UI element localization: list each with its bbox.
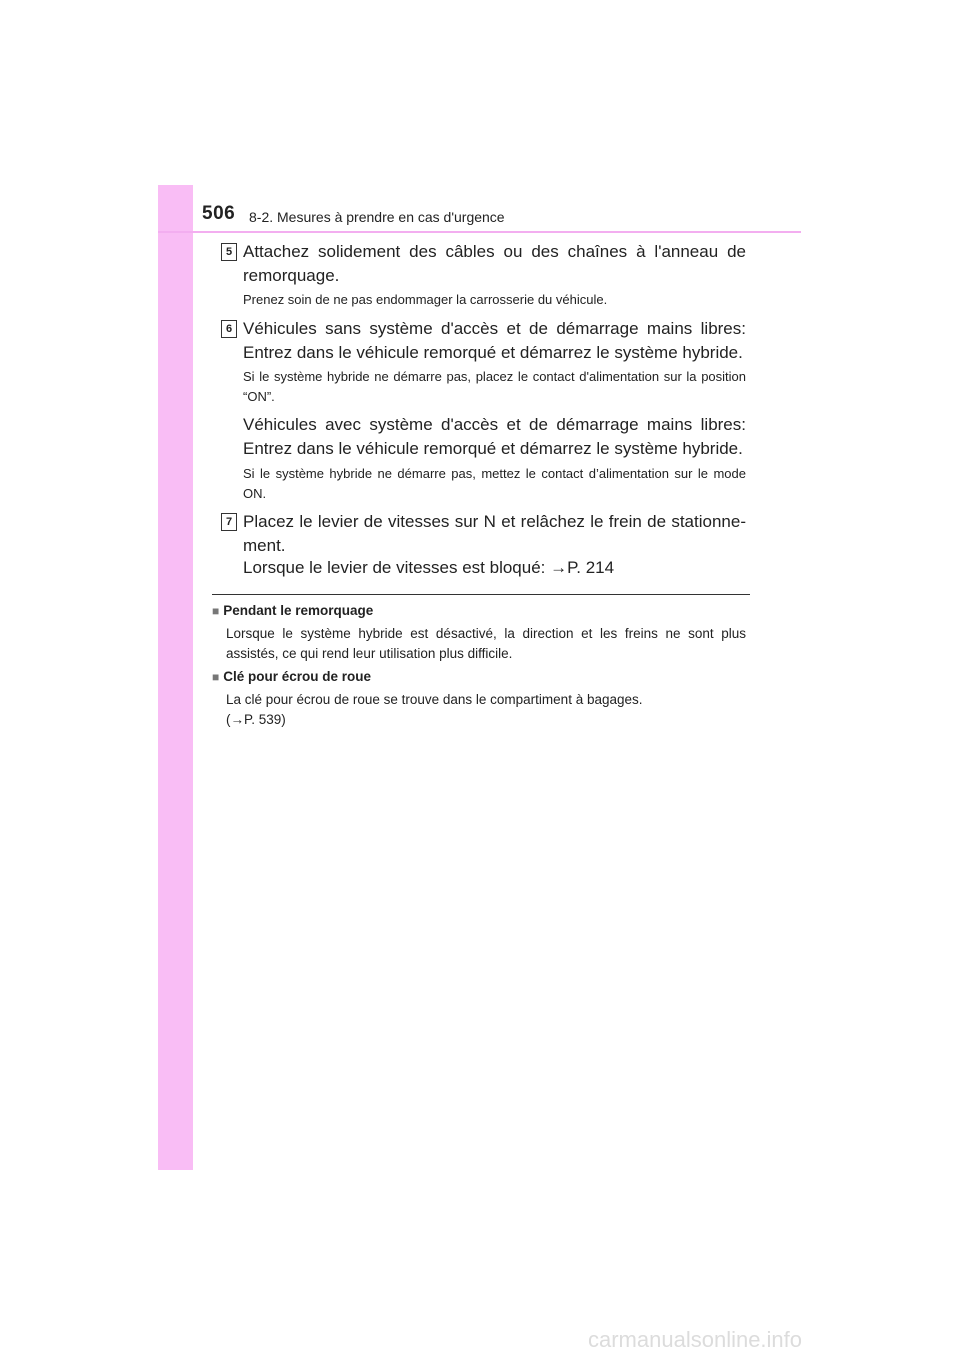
section-title: 8-2. Mesures à prendre en cas d'urgence [249,209,505,225]
step-note: Prenez soin de ne pas endommager la carrosserie du véhicule. [243,292,608,307]
step-text: Véhicules avec système d'accès et de démarrage mains libres: Entrez dans le véhicule remorqué et démarrez le système hybride. [243,415,746,458]
step-badge: 5 [221,243,237,261]
watermark: carmanualsonline.info [588,1327,803,1352]
page-number: 506 [202,203,236,224]
square-bullet-icon: ■ [212,670,220,684]
info-body: Lorsque le système hybride est désactivé, la direction et les freins ne sont plus assistés, ce qui rend leur utilisation plus difficile. [226,626,746,661]
divider [212,594,750,595]
info-body: La clé pour écrou de roue se trouve dans le compartiment à bagages. [226,692,643,707]
info-heading-text: Pendant le remorquage [223,603,374,618]
info-heading [212,603,373,618]
info-heading-text: Clé pour écrou de roue [223,669,372,684]
header-rule [158,231,801,233]
step-text: Attachez solidement des câbles ou des chaînes à l'anneau de remorquage. [243,242,746,285]
section-tab-strip [158,185,193,1170]
step-badge: 6 [221,320,237,338]
step-note: Si le système hybride ne démarre pas, mettez le contact d’alimentation sur le mode ON. [243,466,746,501]
step-text: Véhicules sans système d'accès et de démarrage mains libres: Entrez dans le véhicule remorqué et démarrez le système hybride. [243,319,746,362]
step-badge: 7 [221,513,237,531]
info-body: (→P. 539) [226,712,286,727]
step-note: Si le système hybride ne démarre pas, placez le contact d'alimentation sur la position “ON”. [243,369,746,404]
info-heading [212,669,371,684]
square-bullet-icon: ■ [212,604,220,618]
step-text: Lorsque le levier de vitesses est bloqué: →P. 214 [243,558,615,577]
step-text: Placez le levier de vitesses sur N et relâchez le frein de stationne-ment. [243,512,746,555]
